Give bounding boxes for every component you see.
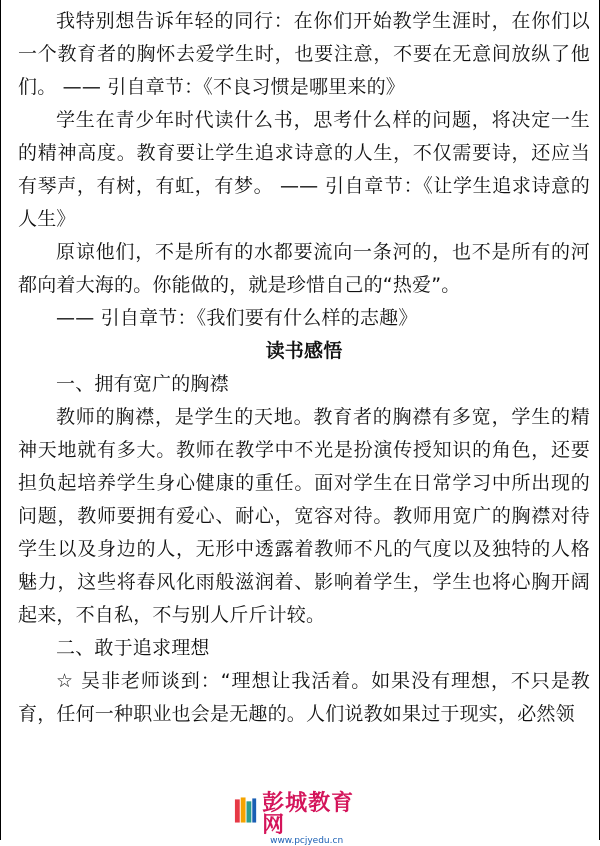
section2-title: 二、敢于追求理想 bbox=[56, 637, 210, 659]
watermark-url: www.pcjyedu.cn bbox=[270, 836, 344, 846]
section2-body: ☆ 吴非老师谈到：“理想让我活着。如果没有理想，不只是教育，任何一种职业也会是无趣的。人们说教如果过于现实，必然领 bbox=[18, 670, 590, 725]
quote-paragraph-1: 我特别想告诉年轻的同行：在你们开始教学生涯时，在你们以一个教育者的胸怀去爱学生时，也要注意，不要在无意间放纵了他们。 —— 引自章节：《不良习惯是哪里来的》 bbox=[18, 10, 590, 98]
quote-paragraph-3: 原谅他们，不是所有的水都要流向一条河的，也不是所有的河都向着大海的。你能做的，就是珍惜自己的“热爱”。 bbox=[18, 241, 590, 296]
document-body bbox=[18, 5, 590, 731]
watermark-title: 彭城教育网 bbox=[262, 791, 355, 838]
quote-source: —— 引自章节：《我们要有什么样的志趣》 bbox=[56, 307, 418, 329]
section-heading: 读书感悟 bbox=[265, 340, 343, 362]
books-logo-icon bbox=[233, 795, 258, 825]
section1-title: 一、拥有宽广的胸襟 bbox=[56, 373, 229, 395]
quote-paragraph-2: 学生在青少年时代读什么书，思考什么样的问题，将决定一生的精神高度。教育要让学生追求诗意的人生，不仅需要诗，还应当有琴声，有树，有虹，有梦。 —— 引自章节：《让学生追求诗意的人生》 bbox=[18, 109, 590, 230]
watermark bbox=[233, 791, 373, 846]
section1-body: 教师的胸襟，是学生的天地。教育者的胸襟有多宽，学生的精神天地就有多大。教师在教学中不光是扮演传授知识的角色，还要担负起培养学生身心健康的重任。面对学生在日常学习中所出现的问题，教师要拥有爱心、耐心，宽容对待。教师用宽广的胸襟对待学生以及身边的人，无形中透露着教师不凡的气度以及独特的人格魅力，这些将春风化雨般滋润着、影响着学生，学生也将心胸开阔起来，不自私，不与别人斤斤计较。 bbox=[18, 406, 590, 626]
